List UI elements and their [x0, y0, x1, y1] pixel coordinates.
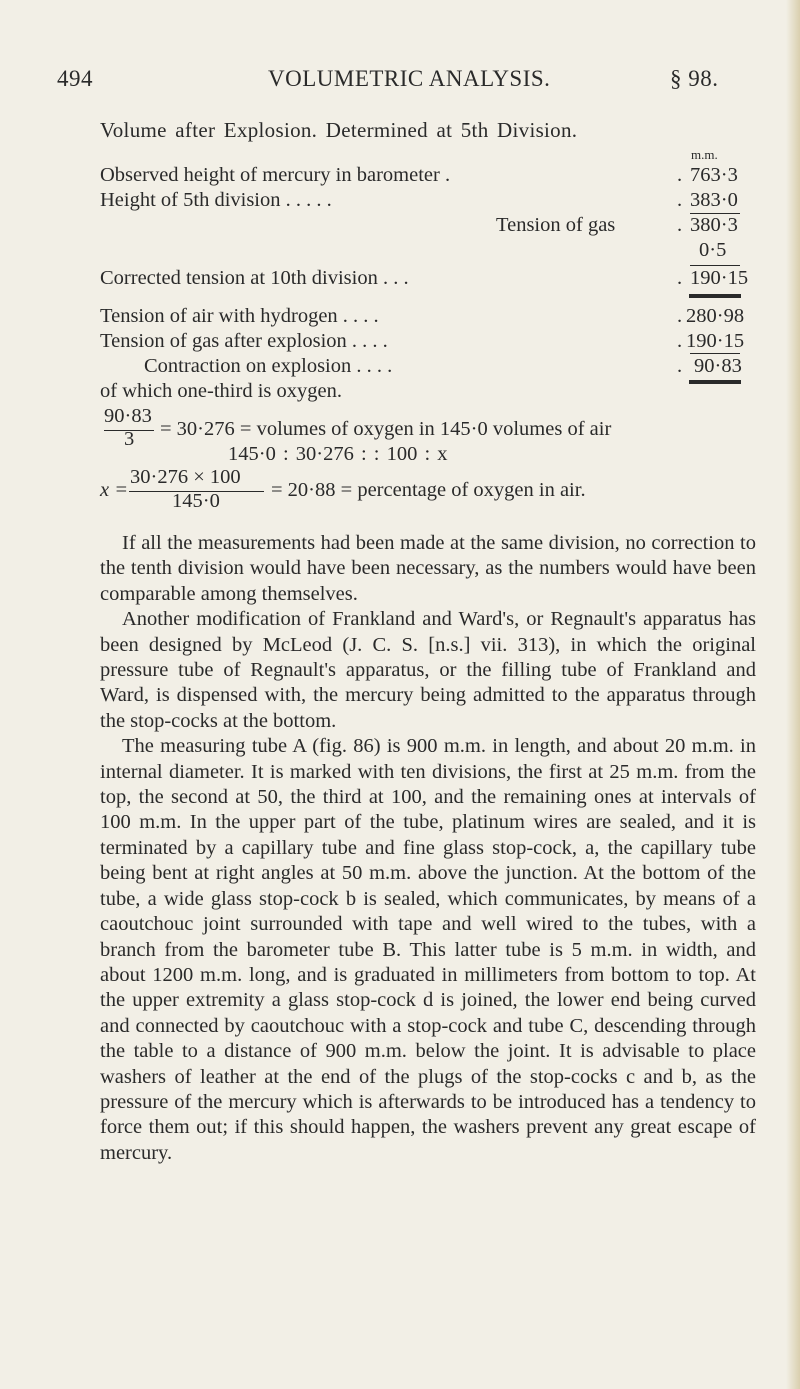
paragraph: Another modification of Frankland and Ward's, or Regnault's apparatus has been designed by McLeod (J. C. S. [n.s.] vii. 313), in which the original pressure tube of Regnault's apparatus, or the filling tube of Frankland and Ward, is dispensed with, the mercury being admitted to the apparatus through the stop-cocks at the bottom. — [100, 608, 756, 732]
eq2-lhs: x = — [100, 479, 129, 501]
overline — [690, 213, 740, 214]
eq1-result: = 30·276 = volumes of oxygen in 145·0 volumes of air — [160, 418, 612, 440]
row-dot: . — [677, 164, 683, 186]
row-label-corrected-tension: Corrected tension at 10th division . . . — [100, 267, 409, 289]
unit-label: m.m. — [691, 147, 718, 162]
row-label-tension-after-explosion: Tension of gas after explosion . . . . — [100, 330, 388, 352]
row-dot: . — [677, 330, 683, 352]
row-label-contraction: Contraction on explosion . . . . — [144, 355, 393, 377]
heavy-rule — [689, 294, 741, 298]
row-label-tension-of-gas: Tension of gas — [496, 214, 616, 236]
row-dot: . — [677, 305, 683, 327]
row-value-height-5th-division: 383·0 — [690, 189, 738, 211]
body-text — [100, 531, 756, 1166]
overline — [690, 353, 740, 354]
oxygen-note: of which one-third is oxygen. — [100, 380, 342, 402]
heavy-rule — [689, 380, 741, 384]
eq2-numerator: 30·276 × 100 — [130, 466, 241, 488]
eq2-denominator: 145·0 — [172, 490, 220, 512]
row-dot: . — [677, 355, 683, 377]
eq2-result: = 20·88 = percentage of oxygen in air. — [271, 479, 586, 501]
page-edge-shadow — [786, 0, 800, 1389]
row-value-correction: 0·5 — [699, 239, 727, 261]
section-title: Volume after Explosion. Determined at 5th Division. — [100, 118, 578, 142]
row-value-observed-height: 763·3 — [690, 164, 738, 186]
row-dot: . — [677, 267, 683, 289]
row-value-tension-of-gas: 380·3 — [690, 214, 738, 236]
row-label-height-5th-division: Height of 5th division . . . . . — [100, 189, 332, 211]
row-value-tension-air-hydrogen: 280·98 — [686, 305, 745, 327]
paragraph: The measuring tube A (fig. 86) is 900 m.m. in length, and about 20 m.m. in internal diameter. It is marked with ten divisions, the first at 25 m.m. from the top, the second at 50, the third at 100, and the remaining ones at intervals of 100 m.m. In the upper part of the tube, platinum wires are sealed, and it is terminated by a capillary tube and fine glass stop-cock, a, the capillary tube being bent at right angles at 50 m.m. above the junction. At the bottom of the tube, a wide glass stop-cock b is sealed, which communicates, by means of a caoutchouc joint surrounded with tape and well wired to the tubes, with a branch from the barometer tube B. This latter tube is 5 m.m. in width, and about 1200 m.m. long, and is graduated in millimeters from bottom to top. At the upper extremity a glass stop-cock d is joined, the lower end being curved and connected by caoutchouc with a stop-cock and tube C, descending through the table to a distance of 900 m.m. below the joint. It is advisable to place washers of leather at the end of the plugs of the stop-cocks c and b, as the pressure of the mercury which is afterwards to be introduced has a tendency to force them out; if this should happen, the washers prevent any great escape of mercury. — [100, 735, 756, 1164]
row-value-contraction: 90·83 — [694, 355, 742, 377]
page-number: 494 — [57, 66, 93, 91]
section-number: § 98. — [670, 66, 719, 91]
row-value-tension-after-explosion: 190·15 — [686, 330, 745, 352]
eq1-numerator: 90·83 — [104, 405, 152, 427]
proportion: 145·0 : 30·276 : : 100 : x — [228, 443, 448, 465]
row-dot: . — [677, 214, 683, 236]
running-title: VOLUMETRIC ANALYSIS. — [268, 66, 551, 91]
paragraph: If all the measurements had been made at the same division, no correction to the tenth division would have been necessary, as the numbers would have been comparable among themselves. — [100, 532, 756, 605]
row-label-tension-air-hydrogen: Tension of air with hydrogen . . . . — [100, 305, 379, 327]
overline — [690, 265, 740, 266]
row-value-corrected-tension: 190·15 — [690, 267, 749, 289]
eq1-denominator: 3 — [124, 428, 135, 450]
row-label-observed-height: Observed height of mercury in barometer . — [100, 164, 451, 186]
row-dot: . — [677, 189, 683, 211]
